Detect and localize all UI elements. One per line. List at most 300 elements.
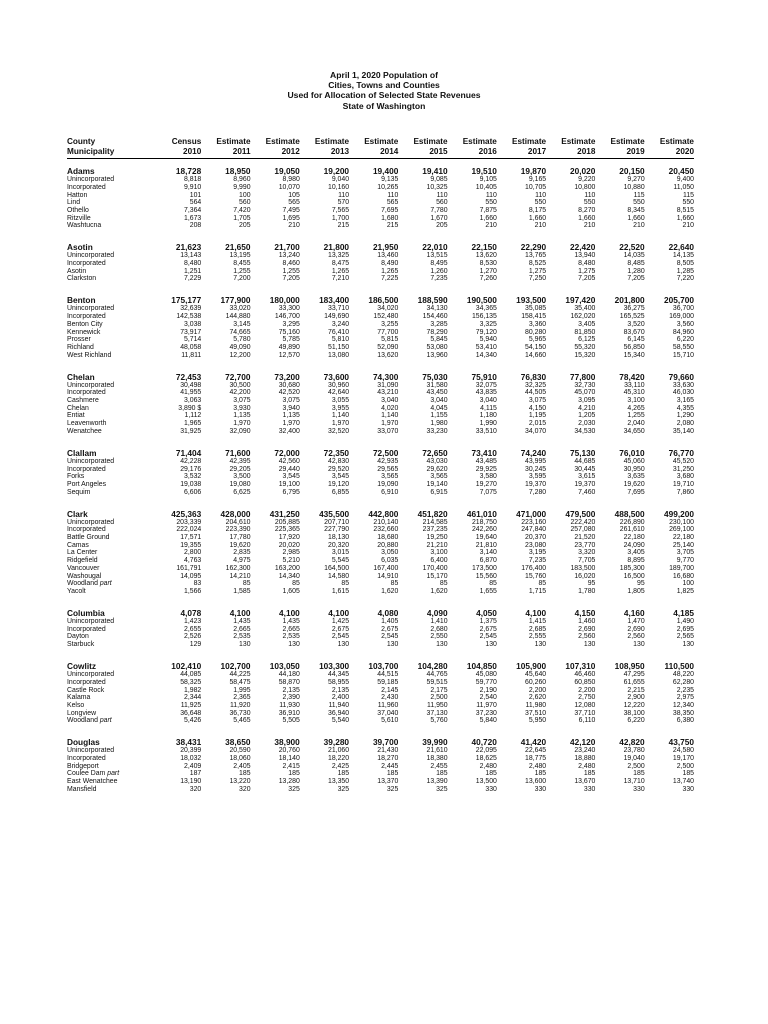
value-cell: 227,790: [324, 526, 350, 534]
municipality-name: Benton City: [67, 320, 103, 328]
municipality-name: La Center: [67, 549, 98, 557]
value-cell: 61,655: [623, 678, 645, 686]
value-cell: 7,205: [578, 275, 596, 283]
table-row: [67, 588, 694, 596]
value-cell: 320: [239, 785, 251, 793]
value-cell: 4,265: [627, 404, 645, 412]
value-cell: 79,120: [475, 328, 497, 336]
county-total-cell: 39,280: [323, 737, 350, 748]
county-total-cell: 110,500: [664, 661, 694, 672]
value-cell: 3,325: [479, 320, 497, 328]
county-total-cell: 20,020: [570, 166, 596, 177]
value-cell: 1,700: [331, 214, 350, 222]
value-cell: 6,910: [381, 488, 399, 496]
value-cell: 2,675: [331, 625, 350, 633]
value-cell: 2,835: [233, 549, 251, 557]
municipality-cell: [67, 573, 152, 581]
value-cell: 2,415: [282, 762, 300, 770]
value-cell: 185: [288, 770, 300, 778]
value-cell: 36,910: [278, 709, 300, 717]
value-cell: 8,960: [233, 176, 251, 184]
value-cell: 3,165: [676, 397, 694, 405]
table-row: [67, 176, 694, 184]
table-row: [67, 313, 694, 321]
value-cell: 6,855: [331, 488, 350, 496]
value-cell: 169,000: [669, 313, 694, 321]
county-total-cell: 4,080: [377, 608, 399, 618]
county-total-cell: 104,850: [466, 661, 497, 672]
value-cell: 4,150: [528, 404, 547, 412]
value-cell: 36,730: [229, 709, 251, 717]
value-cell: 242,260: [471, 526, 497, 534]
value-cell: 8,515: [676, 206, 694, 214]
value-cell: 5,760: [430, 717, 448, 725]
value-cell: 9,990: [233, 183, 251, 191]
value-cell: 6,625: [233, 488, 251, 496]
municipality-cell: [67, 489, 152, 497]
value-cell: 37,710: [574, 709, 596, 717]
value-cell: 3,565: [381, 473, 399, 481]
value-cell: 1,995: [233, 686, 251, 694]
value-cell: 130: [436, 641, 448, 649]
value-cell: 32,075: [475, 381, 497, 389]
title-line-3: Used for Allocation of Selected State Revenues: [287, 90, 481, 101]
value-cell: 18,032: [180, 755, 202, 763]
county-total-cell: 205,700: [664, 295, 694, 306]
value-cell: 1,605: [282, 588, 300, 595]
value-cell: 85: [489, 580, 497, 588]
value-cell: 3,705: [676, 549, 694, 557]
value-cell: 3,100: [627, 397, 645, 405]
value-cell: 1,140: [381, 412, 399, 420]
value-cell: 1,251: [184, 267, 202, 275]
value-cell: 30,245: [525, 465, 547, 473]
value-cell: 7,280: [528, 488, 547, 496]
value-cell: 3,040: [479, 397, 497, 405]
value-cell: 55,320: [574, 343, 596, 351]
table-row: [67, 549, 694, 557]
value-cell: 176,400: [521, 564, 547, 572]
value-cell: 2,665: [282, 625, 300, 633]
county-total-cell: 190,500: [466, 295, 497, 306]
value-cell: 187: [189, 770, 202, 778]
value-cell: 21,060: [327, 747, 350, 755]
value-cell: 320: [189, 785, 202, 793]
value-cell: 1,715: [528, 588, 547, 595]
county-total-cell: 21,950: [372, 242, 399, 253]
county-total-cell: 38,431: [175, 737, 202, 748]
county-total-cell: 72,453: [175, 371, 202, 382]
value-cell: 115: [683, 191, 694, 199]
value-cell: 565: [288, 199, 300, 207]
value-cell: 185: [239, 770, 251, 778]
value-cell: 20,399: [180, 747, 202, 755]
value-cell: 47,295: [623, 671, 645, 679]
value-cell: 2,560: [578, 633, 596, 641]
table-row: [67, 557, 694, 565]
value-cell: 3,615: [578, 473, 596, 481]
value-cell: 13,370: [377, 778, 399, 786]
value-cell: 152,480: [373, 313, 399, 321]
value-cell: 75,160: [278, 328, 300, 336]
value-cell: 33,070: [377, 427, 399, 435]
value-cell: 1,180: [479, 412, 497, 420]
county-total-cell: 78,420: [619, 371, 645, 382]
value-cell: 1,290: [676, 412, 694, 420]
value-cell: 9,270: [627, 176, 645, 184]
value-cell: 36,700: [672, 305, 694, 313]
municipality-cell: [67, 473, 152, 481]
value-cell: 29,620: [426, 465, 448, 473]
value-cell: 29,176: [180, 465, 202, 473]
table-row: [67, 626, 694, 634]
value-cell: 10,265: [377, 183, 399, 191]
county-total-cell: 73,200: [274, 371, 300, 382]
value-cell: 23,780: [623, 747, 645, 755]
municipality-name: Asotin: [67, 267, 87, 275]
value-cell: 7,205: [627, 275, 645, 283]
value-cell: 45,310: [623, 389, 645, 397]
value-cell: 6,870: [479, 557, 497, 565]
value-cell: 30,498: [180, 381, 202, 389]
county-total-cell: 76,770: [668, 447, 694, 458]
value-cell: 7,200: [233, 275, 251, 283]
value-cell: 13,190: [180, 778, 202, 786]
spacer-cell: [67, 496, 694, 507]
table-row: [67, 481, 694, 489]
value-cell: 58,955: [327, 678, 350, 686]
value-cell: 218,750: [471, 518, 497, 526]
value-cell: 9,040: [331, 176, 350, 184]
value-cell: 6,035: [381, 557, 399, 565]
value-cell: 7,695: [381, 206, 399, 214]
value-cell: 12,080: [574, 701, 596, 709]
value-cell: 2,750: [578, 694, 596, 702]
municipality-cell: [67, 641, 152, 649]
value-cell: 1,205: [578, 412, 596, 420]
table-row: [67, 489, 694, 497]
value-cell: 9,135: [381, 176, 399, 184]
value-cell: 230,100: [669, 518, 694, 526]
value-cell: 60,260: [525, 678, 547, 686]
value-cell: 210: [485, 222, 497, 230]
value-cell: 105: [288, 191, 300, 199]
value-cell: 1,435: [233, 618, 251, 625]
municipality-cell: [67, 747, 152, 755]
value-cell: 18,880: [574, 755, 596, 763]
value-cell: 232,660: [373, 526, 399, 534]
value-cell: 56,850: [623, 343, 645, 351]
value-cell: 22,180: [623, 534, 645, 542]
municipality-name: Unincorporated: [67, 618, 115, 625]
county-total-cell: 175,177: [171, 295, 202, 306]
column-header: [349, 137, 398, 158]
value-cell: 2,030: [578, 420, 596, 428]
value-cell: 21,520: [574, 534, 596, 542]
value-cell: 15,340: [623, 351, 645, 359]
county-total-cell: 39,700: [372, 737, 399, 748]
value-cell: 2,560: [627, 633, 645, 641]
table-row: [67, 747, 694, 755]
value-cell: 1,660: [676, 214, 694, 222]
value-cell: 3,063: [184, 397, 202, 405]
municipality-cell: [67, 336, 152, 344]
value-cell: 205: [436, 222, 448, 230]
value-cell: 130: [288, 641, 300, 649]
value-cell: 43,030: [426, 457, 448, 465]
county-total-cell: 19,410: [422, 166, 448, 177]
county-total-cell: 107,310: [565, 661, 596, 672]
value-cell: 2,655: [184, 625, 202, 633]
value-cell: 74,665: [229, 328, 251, 336]
table-row: [67, 534, 694, 542]
value-cell: 43,210: [377, 389, 399, 397]
table-body: [67, 158, 694, 793]
value-cell: 77,700: [377, 328, 399, 336]
value-cell: 205: [239, 222, 251, 230]
value-cell: 85: [292, 580, 300, 588]
table-row: [67, 305, 694, 313]
value-cell: 42,935: [377, 457, 399, 465]
value-cell: 205,885: [274, 518, 300, 526]
county-total-cell: 71,600: [225, 447, 251, 458]
municipality-cell: [67, 344, 152, 352]
spacer-cell: [67, 725, 694, 736]
value-cell: 2,405: [233, 762, 251, 770]
value-cell: 37,230: [475, 709, 497, 717]
value-cell: 3,050: [381, 549, 399, 557]
table-row: [67, 633, 694, 641]
county-total-cell: 22,150: [471, 242, 497, 253]
value-cell: 185: [682, 770, 694, 778]
value-cell: 3,545: [282, 473, 300, 481]
value-cell: 85: [390, 580, 399, 588]
value-cell: 13,460: [377, 252, 399, 260]
municipality-name: Unincorporated: [67, 176, 115, 184]
value-cell: 1,680: [381, 214, 399, 222]
value-cell: 3,565: [430, 473, 448, 481]
value-cell: 162,300: [225, 564, 251, 572]
value-cell: 19,170: [672, 755, 694, 763]
value-cell: 2,135: [282, 686, 300, 694]
value-cell: 1,255: [282, 267, 300, 275]
value-cell: 35,085: [525, 305, 547, 313]
municipality-name: Kelso: [67, 701, 85, 709]
value-cell: 8,475: [331, 260, 350, 268]
county-total-cell: 104,280: [417, 661, 448, 672]
county-total-cell: 75,030: [422, 371, 448, 382]
value-cell: 325: [337, 785, 350, 793]
municipality-name: Cashmere: [67, 397, 99, 405]
value-cell: 8,505: [676, 260, 694, 268]
table-row: [67, 618, 694, 626]
value-cell: 49,090: [229, 343, 251, 351]
value-cell: 6,380: [676, 717, 694, 725]
value-cell: 185: [436, 770, 448, 778]
table-row: [67, 687, 694, 695]
spacer-cell: [67, 283, 694, 294]
value-cell: 2,535: [233, 633, 251, 641]
value-cell: 214,585: [422, 518, 448, 526]
value-cell: 8,485: [627, 260, 645, 268]
municipality-cell: [67, 565, 152, 573]
value-cell: 110: [436, 191, 448, 199]
value-cell: 2,675: [381, 625, 399, 633]
municipality-cell: [67, 458, 152, 466]
value-cell: 59,770: [475, 678, 497, 686]
value-cell: 9,085: [430, 176, 448, 184]
table-row: [67, 382, 694, 390]
value-cell: 58,325: [180, 678, 202, 686]
value-cell: 1,673: [184, 214, 202, 222]
municipality-cell: [67, 176, 152, 184]
table-row: [67, 473, 694, 481]
value-cell: 12,220: [623, 701, 645, 709]
county-total-cell: 102,700: [220, 661, 251, 672]
value-cell: 130: [485, 641, 497, 649]
county-total-cell: 4,185: [673, 608, 694, 618]
municipality-name: Port Angeles: [67, 480, 107, 488]
value-cell: 13,195: [229, 252, 251, 260]
value-cell: 19,250: [426, 534, 448, 542]
spacer-row: [67, 725, 694, 736]
value-cell: 2,145: [381, 686, 399, 694]
table-row: [67, 260, 694, 268]
value-cell: 13,350: [327, 778, 350, 786]
value-cell: 1,660: [578, 214, 596, 222]
municipality-name: Incorporated: [67, 313, 106, 321]
value-cell: 15,760: [525, 572, 547, 580]
value-cell: 2,015: [528, 420, 547, 428]
value-cell: 21,430: [377, 747, 399, 755]
value-cell: 18,380: [426, 755, 448, 763]
county-total-cell: 19,870: [520, 166, 547, 177]
value-cell: 3,255: [381, 320, 399, 328]
value-cell: 8,980: [282, 176, 300, 184]
value-cell: 2,555: [528, 633, 547, 641]
value-cell: 1,965: [184, 420, 202, 428]
value-cell: 1,970: [331, 420, 350, 428]
county-name: Clallam: [67, 447, 97, 458]
value-cell: 261,610: [619, 526, 645, 534]
value-cell: 8,895: [627, 557, 645, 565]
value-cell: 330: [682, 785, 694, 793]
column-header-line: Estimate: [265, 137, 300, 146]
value-cell: 4,115: [480, 404, 497, 412]
municipality-cell: [67, 252, 152, 260]
value-cell: 2,545: [331, 633, 350, 641]
value-cell: 11,050: [673, 183, 694, 191]
county-total-cell: 77,800: [570, 371, 596, 382]
value-cell: 1,140: [331, 412, 350, 420]
value-cell: 2,550: [430, 633, 448, 641]
county-name: Clark: [67, 508, 88, 519]
value-cell: 33,230: [426, 427, 448, 435]
value-cell: 34,650: [623, 427, 645, 435]
spacer-cell: [67, 436, 694, 447]
county-total-cell: 451,820: [417, 508, 448, 519]
value-cell: 550: [583, 199, 596, 207]
value-cell: 1,255: [233, 267, 251, 275]
county-total-cell: 22,010: [422, 242, 448, 253]
county-total-cell: 4,090: [426, 608, 448, 618]
value-cell: 42,830: [327, 457, 350, 465]
municipality-cell: [67, 534, 152, 542]
value-cell: 10,325: [426, 183, 448, 191]
value-cell: 36,648: [180, 709, 202, 717]
table-row: [67, 679, 694, 687]
county-total-cell: 18,950: [225, 166, 251, 177]
value-cell: 10,705: [525, 183, 547, 191]
value-cell: 60,850: [574, 678, 596, 686]
value-cell: 83: [193, 580, 202, 588]
column-header-line: 2014: [380, 146, 399, 156]
value-cell: 16,020: [574, 572, 596, 580]
value-cell: 11,960: [377, 701, 399, 709]
value-cell: 170,400: [422, 564, 448, 572]
municipality-cell: [67, 763, 152, 771]
value-cell: 19,100: [278, 480, 300, 488]
municipality-name: Incorporated: [67, 625, 106, 633]
municipality-cell: [67, 222, 152, 230]
value-cell: 185: [633, 770, 645, 778]
value-cell: 115: [633, 191, 645, 199]
value-cell: 18,220: [327, 755, 350, 763]
column-header-line: 2018: [577, 146, 596, 156]
value-cell: 215: [386, 222, 399, 230]
value-cell: 83,670: [623, 328, 645, 336]
municipality-name: Incorporated: [67, 755, 106, 763]
value-cell: 1,423: [184, 618, 202, 625]
value-cell: 45,080: [475, 671, 497, 679]
value-cell: 31,250: [672, 465, 694, 473]
column-header-line: 2011: [232, 146, 251, 156]
table-row: [67, 329, 694, 337]
column-header-line: County: [67, 137, 96, 146]
value-cell: 2,675: [479, 625, 497, 633]
value-cell: 18,625: [475, 755, 497, 763]
value-cell: 156,135: [471, 313, 497, 321]
column-header-line: 2012: [281, 146, 300, 156]
value-cell: 37,510: [525, 709, 547, 717]
municipality-cell: [67, 542, 152, 550]
column-header-line: Census: [171, 137, 202, 146]
value-cell: 110: [485, 191, 497, 199]
municipality-cell: [67, 770, 152, 778]
value-cell: 34,365: [475, 305, 497, 313]
value-cell: 7,364: [184, 206, 202, 214]
value-cell: 2,425: [331, 762, 350, 770]
value-cell: 16,500: [623, 572, 645, 580]
county-total-cell: 22,290: [520, 242, 547, 253]
value-cell: 3,580: [479, 473, 497, 481]
value-cell: 164,500: [324, 564, 350, 572]
value-cell: 13,325: [327, 252, 350, 260]
value-cell: 6,125: [578, 336, 596, 344]
county-total-cell: 193,500: [516, 295, 547, 306]
table-row: [67, 252, 694, 260]
municipality-cell: [67, 412, 152, 420]
value-cell: 162,020: [570, 313, 596, 321]
value-cell: 7,460: [578, 488, 596, 496]
county-total-cell: 103,050: [269, 661, 300, 672]
value-cell: 85: [341, 580, 350, 588]
county-total-row: [67, 660, 694, 671]
value-cell: 4,975: [233, 557, 251, 565]
value-cell: 22,645: [525, 747, 547, 755]
value-cell: 1,285: [676, 267, 694, 275]
value-cell: 1,275: [578, 267, 596, 275]
